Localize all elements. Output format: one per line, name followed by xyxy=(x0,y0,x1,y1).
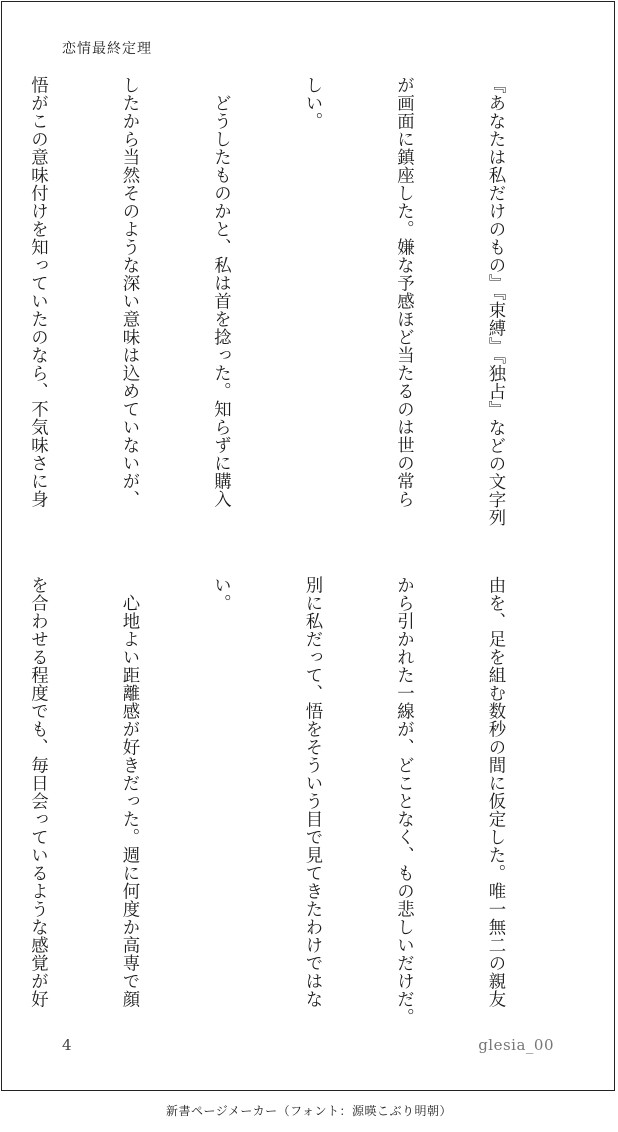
text-column: 別に私だって、悟をそういう目で見てきたわけではな xyxy=(302,576,322,1008)
text-column: 『あなたは私だけのもの』『束縛』『独占』などの文字列 xyxy=(485,76,505,527)
text-column: 由を、足を組む数秒の間に仮定した。唯一無二の親友 xyxy=(485,576,505,1008)
page-number: 4 xyxy=(62,1036,72,1054)
text-column: したから当然そのような深い意味は込めていないが、 xyxy=(119,76,139,508)
footer-credit: 新書ページメーカー（フォント：源暎こぶり明朝） xyxy=(165,1104,453,1118)
text-column: どうしたものかと、私は首を捻った。知らずに購入 xyxy=(210,76,231,508)
text-column: 心地よい距離感が好きだった。週に何度か高専で顔 xyxy=(119,576,139,1008)
running-title: 恋情最終定理 xyxy=(62,41,152,57)
text-block-top xyxy=(27,76,571,536)
text-column: しい。 xyxy=(302,76,322,130)
text-column: 悟がこの意味付けを知っていたのなら、不気味さに身 xyxy=(27,76,48,508)
author-tag: glesia_00 xyxy=(478,1036,554,1054)
text-column: が画面に鎮座した。嫌な予感ほど当たるのは世の常ら xyxy=(393,76,414,508)
book-page xyxy=(1,1,615,1091)
text-column: い。 xyxy=(210,576,231,612)
text-block-bottom xyxy=(27,576,571,1036)
text-column: から引かれた一線が、どことなく、もの悲しいだけだ。 xyxy=(393,576,414,1026)
text-column: を合わせる程度でも、毎日会っているような感覚が好 xyxy=(27,576,48,1008)
